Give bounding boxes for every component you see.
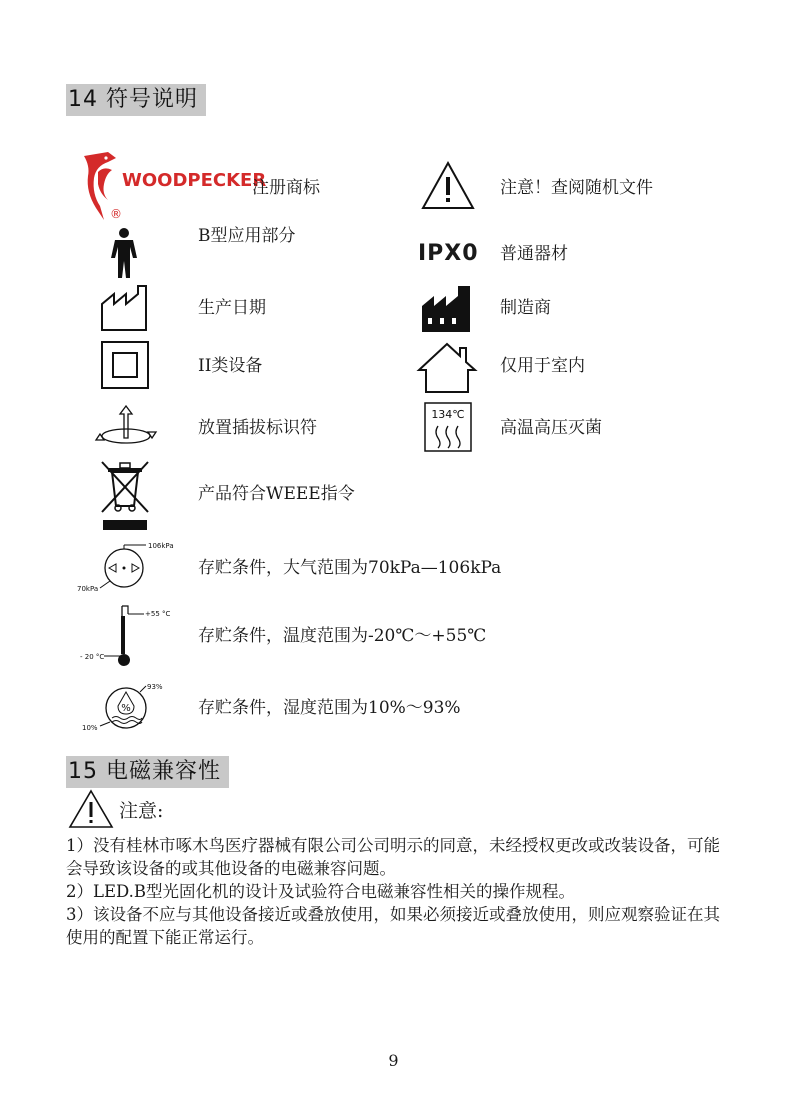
- type-b-person-icon: [108, 228, 140, 280]
- orientation-arrow-icon: [94, 404, 158, 452]
- label-indoor: 仅用于室内: [500, 356, 585, 376]
- label-temperature: 存贮条件，温度范围为-20℃～+55℃: [198, 626, 487, 646]
- label-caution: 注意！查阅随机文件: [500, 178, 653, 198]
- warning-triangle-icon: [68, 788, 114, 830]
- label-class-ii: II类设备: [198, 356, 263, 376]
- page-number: 9: [388, 1051, 399, 1070]
- section-15-heading: 15 电磁兼容性: [66, 756, 229, 788]
- label-type-b: B型应用部分: [198, 226, 296, 246]
- label-pressure: 存贮条件，大气范围为70kPa—106kPa: [198, 558, 502, 578]
- brand-text: WOODPECKER: [122, 170, 267, 191]
- humidity-high: 93%: [147, 683, 163, 691]
- class-ii-icon: [100, 340, 150, 390]
- emc-paragraph-1: 1）没有桂林市啄木鸟医疗器械有限公司公司明示的同意，未经授权更改或改装设备，可能会导致该设备的或其他设备的电磁兼容问题。: [66, 836, 720, 878]
- section-14-heading: 14 符号说明: [66, 84, 206, 116]
- registered-mark: ®: [110, 207, 122, 221]
- label-manufacture-date: 生产日期: [198, 298, 266, 318]
- manufacture-date-icon: [100, 284, 150, 332]
- label-orientation: 放置插拔标识符: [198, 418, 317, 438]
- autoclave-temp: 134℃: [431, 408, 465, 421]
- svg-text:%: %: [121, 703, 131, 714]
- ipx0-code: IPX0: [418, 241, 479, 266]
- temperature-range-icon: [78, 602, 178, 668]
- label-manufacturer: 制造商: [500, 298, 551, 318]
- label-weee: 产品符合WEEE指令: [198, 484, 355, 504]
- temp-high: +55 °C: [145, 610, 171, 618]
- label-trademark: 注册商标: [252, 178, 320, 198]
- label-ipx0: 普通器材: [500, 244, 568, 264]
- woodpecker-logo: [82, 148, 267, 224]
- pressure-low: 70kPa: [77, 585, 99, 593]
- emc-notes: [66, 834, 726, 949]
- caution-triangle-icon: [420, 160, 476, 212]
- emc-paragraph-2: 2）LED.B型光固化机的设计及试验符合电磁兼容性相关的操作规程。: [66, 882, 576, 901]
- weee-bin-icon: [98, 458, 152, 532]
- autoclave-icon: [424, 402, 472, 452]
- label-humidity: 存贮条件，湿度范围为10%～93%: [198, 698, 461, 718]
- pressure-high: 106kPa: [148, 542, 174, 550]
- humidity-low: 10%: [82, 724, 98, 732]
- temp-low: - 20 °C: [80, 653, 105, 661]
- manufacturer-icon: [420, 284, 474, 334]
- humidity-range-icon: [80, 680, 180, 736]
- emc-paragraph-3: 3）该设备不应与其他设备接近或叠放使用，如果必须接近或叠放使用，则应观察验证在其使用的配置下能正常运行。: [66, 905, 720, 947]
- label-autoclave: 高温高压灭菌: [500, 418, 602, 438]
- pressure-range-icon: [76, 540, 176, 596]
- indoor-house-icon: [416, 340, 478, 394]
- note-label: 注意:: [119, 800, 164, 822]
